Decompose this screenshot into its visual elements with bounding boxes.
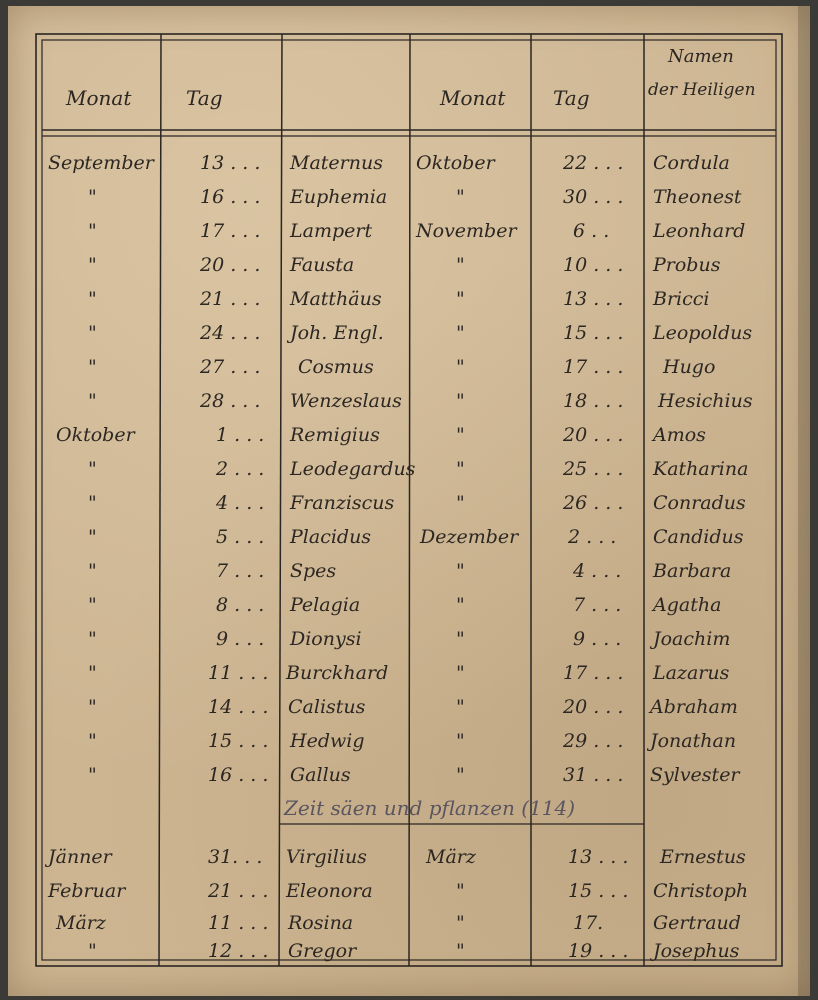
row-name-right: Josephus <box>653 940 740 962</box>
row-day-left: 5 . . . <box>216 526 265 548</box>
row-name-left: Lampert <box>290 220 373 242</box>
row-name-left: Rosina <box>288 912 354 934</box>
row-day-right: 2 . . . <box>568 526 617 548</box>
row-day-left: 7 . . . <box>216 560 265 582</box>
row-day-right: 10 . . . <box>563 254 624 276</box>
row-name-left: Wenzeslaus <box>290 390 402 412</box>
row-month-right: November <box>416 220 517 242</box>
row-day-left: 14 . . . <box>208 696 269 718</box>
row-day-left: 8 . . . <box>216 594 265 616</box>
row-month-right: " <box>456 356 465 378</box>
row-day-left: 16 . . . <box>200 186 261 208</box>
row-name-right: Agatha <box>653 594 722 616</box>
row-month-left: März <box>56 912 106 934</box>
row-name-left: Joh. Engl. <box>290 322 384 344</box>
row-month-right: " <box>456 288 465 310</box>
row-day-right: 22 . . . <box>563 152 624 174</box>
row-name-right: Jonathan <box>650 730 737 752</box>
row-month-left: " <box>88 940 97 962</box>
row-day-left: 12 . . . <box>208 940 269 962</box>
row-day-left: 31. . . <box>208 846 263 868</box>
row-name-left: Eleonora <box>286 880 373 902</box>
row-month-right: " <box>456 940 465 962</box>
row-month-left: September <box>48 152 154 174</box>
row-month-left: " <box>88 764 97 786</box>
row-day-left: 24 . . . <box>200 322 261 344</box>
row-name-right: Sylvester <box>650 764 740 786</box>
row-day-right: 15 . . . <box>563 322 624 344</box>
row-day-right: 6 . . <box>573 220 610 242</box>
row-name-right: Leopoldus <box>653 322 753 344</box>
row-day-right: 13 . . . <box>563 288 624 310</box>
row-month-left: " <box>88 186 97 208</box>
row-month-left: " <box>88 288 97 310</box>
row-name-right: Christoph <box>653 880 749 902</box>
row-name-left: Fausta <box>290 254 355 276</box>
row-month-left: " <box>88 254 97 276</box>
row-month-right: " <box>456 322 465 344</box>
row-month-right: " <box>456 730 465 752</box>
row-name-left: Virgilius <box>286 846 367 868</box>
row-name-left: Burckhard <box>286 662 389 684</box>
row-name-right: Katharina <box>653 458 749 480</box>
row-month-left: " <box>88 356 97 378</box>
row-month-right: " <box>456 492 465 514</box>
row-month-left: " <box>88 492 97 514</box>
row-day-left: 9 . . . <box>216 628 265 650</box>
row-name-left: Matthäus <box>290 288 382 310</box>
row-month-right: " <box>456 594 465 616</box>
row-day-right: 17 . . . <box>563 356 624 378</box>
row-name-right: Bricci <box>653 288 710 310</box>
row-month-left: " <box>88 458 97 480</box>
row-month-left: Februar <box>48 880 126 902</box>
row-name-left: Euphemia <box>290 186 388 208</box>
row-name-right: Ernestus <box>660 846 746 868</box>
row-name-right: Cordula <box>653 152 730 174</box>
row-name-left: Maternus <box>290 152 383 174</box>
row-month-right: März <box>426 846 476 868</box>
row-day-right: 17. <box>573 912 604 934</box>
row-name-left: Placidus <box>290 526 372 548</box>
row-day-right: 18 . . . <box>563 390 624 412</box>
row-month-left: " <box>88 628 97 650</box>
row-day-left: 2 . . . <box>216 458 265 480</box>
row-month-left: " <box>88 696 97 718</box>
row-name-left: Gallus <box>290 764 351 786</box>
row-day-left: 16 . . . <box>208 764 269 786</box>
header-monat-left: Monat <box>66 86 132 110</box>
row-name-left: Pelagia <box>290 594 361 616</box>
row-month-left: " <box>88 390 97 412</box>
row-day-right: 4 . . . <box>573 560 622 582</box>
row-day-left: 15 . . . <box>208 730 269 752</box>
row-month-left: Jänner <box>48 846 112 868</box>
header-namen: Namen <box>668 46 734 67</box>
row-day-right: 13 . . . <box>568 846 629 868</box>
row-name-right: Theonest <box>653 186 742 208</box>
row-name-left: Hedwig <box>290 730 365 752</box>
row-month-right: " <box>456 628 465 650</box>
row-name-right: Joachim <box>653 628 731 650</box>
row-month-right: " <box>456 880 465 902</box>
row-day-right: 17 . . . <box>563 662 624 684</box>
row-name-right: Candidus <box>653 526 744 548</box>
row-month-right: " <box>456 424 465 446</box>
row-month-left: " <box>88 322 97 344</box>
row-month-left: Oktober <box>56 424 135 446</box>
row-name-right: Conradus <box>653 492 746 514</box>
row-day-left: 11 . . . <box>208 662 269 684</box>
row-month-left: " <box>88 594 97 616</box>
header-der-heiligen: der Heiligen <box>648 80 756 100</box>
row-day-left: 21 . . . <box>200 288 261 310</box>
row-day-left: 17 . . . <box>200 220 261 242</box>
row-month-left: " <box>88 560 97 582</box>
row-day-right: 20 . . . <box>563 696 624 718</box>
row-name-right: Hesichius <box>658 390 753 412</box>
row-month-left: " <box>88 220 97 242</box>
row-month-right: " <box>456 764 465 786</box>
header-tag-left: Tag <box>186 86 223 110</box>
row-day-right: 30 . . . <box>563 186 624 208</box>
row-day-right: 15 . . . <box>568 880 629 902</box>
row-name-left: Remigius <box>290 424 380 446</box>
row-day-left: 20 . . . <box>200 254 261 276</box>
row-month-right: " <box>456 662 465 684</box>
row-name-right: Leonhard <box>653 220 746 242</box>
row-day-right: 19 . . . <box>568 940 629 962</box>
header-monat-right: Monat <box>440 86 506 110</box>
row-day-right: 31 . . . <box>563 764 624 786</box>
header-tag-right: Tag <box>553 86 590 110</box>
row-name-left: Gregor <box>288 940 357 962</box>
row-day-right: 7 . . . <box>573 594 622 616</box>
row-day-left: 11 . . . <box>208 912 269 934</box>
row-day-right: 29 . . . <box>563 730 624 752</box>
row-day-left: 13 . . . <box>200 152 261 174</box>
row-name-right: Probus <box>653 254 721 276</box>
row-month-right: " <box>456 186 465 208</box>
row-day-left: 1 . . . <box>216 424 265 446</box>
row-month-right: Oktober <box>416 152 495 174</box>
row-month-right: " <box>456 458 465 480</box>
row-name-left: Cosmus <box>298 356 374 378</box>
row-month-right: " <box>456 560 465 582</box>
row-name-right: Hugo <box>663 356 716 378</box>
row-name-right: Amos <box>653 424 706 446</box>
row-name-left: Franziscus <box>290 492 395 514</box>
row-name-right: Gertraud <box>653 912 741 934</box>
row-day-right: 20 . . . <box>563 424 624 446</box>
row-month-left: " <box>88 730 97 752</box>
row-day-right: 9 . . . <box>573 628 622 650</box>
row-month-right: " <box>456 912 465 934</box>
row-day-right: 25 . . . <box>563 458 624 480</box>
paper-sheet <box>8 6 810 996</box>
row-day-right: 26 . . . <box>563 492 624 514</box>
row-day-left: 28 . . . <box>200 390 261 412</box>
row-month-right: Dezember <box>420 526 519 548</box>
row-day-left: 27 . . . <box>200 356 261 378</box>
section-note: Zeit säen und pflanzen (114) <box>284 796 576 820</box>
row-day-left: 21 . . . <box>208 880 269 902</box>
row-name-left: Leodegardus <box>290 458 416 480</box>
row-month-right: " <box>456 390 465 412</box>
row-name-left: Spes <box>290 560 337 582</box>
row-name-right: Lazarus <box>653 662 730 684</box>
row-name-left: Dionysi <box>290 628 362 650</box>
row-name-right: Barbara <box>653 560 732 582</box>
row-month-right: " <box>456 254 465 276</box>
row-month-right: " <box>456 696 465 718</box>
row-month-left: " <box>88 526 97 548</box>
row-name-right: Abraham <box>650 696 738 718</box>
row-day-left: 4 . . . <box>216 492 265 514</box>
row-name-left: Calistus <box>288 696 366 718</box>
row-month-left: " <box>88 662 97 684</box>
